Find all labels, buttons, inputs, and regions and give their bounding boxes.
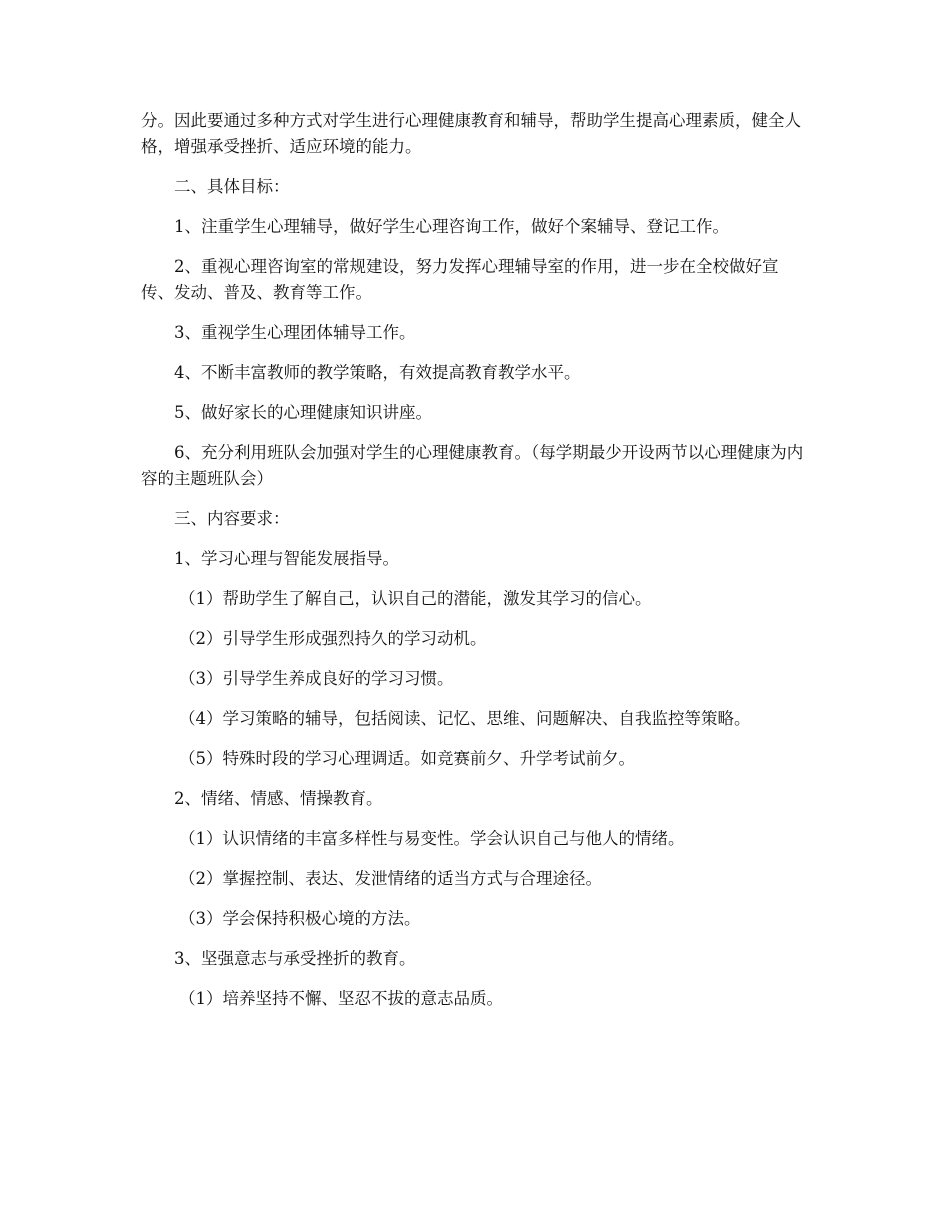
requirement-2-item-1: （1）认识情绪的丰富多样性与易变性。学会认识自己与他人的情绪。 — [179, 829, 685, 848]
requirement-1-item-3: （3）引导学生养成良好的学习习惯。 — [179, 669, 454, 688]
goal-item-3: 3、重视学生心理团体辅导工作。 — [174, 323, 416, 342]
requirement-3-item-1: （1）培养坚持不懈、坚忍不拔的意志品质。 — [179, 989, 503, 1008]
document-body — [141, 108, 811, 1026]
heading-specific-goals: 二、具体目标： — [174, 177, 290, 196]
goal-item-1: 1、注重学生心理辅导，做好学生心理咨询工作，做好个案辅导、登记工作。 — [174, 217, 729, 236]
requirement-1-item-2: （2）引导学生形成强烈持久的学习动机。 — [179, 629, 487, 648]
paragraph-continuation: 分。因此要通过多种方式对学生进行心理健康教育和辅导，帮助学生提高心理素质，健全人格，增强承受挫折、适应环境的能力。 — [141, 111, 801, 156]
goal-item-5: 5、做好家长的心理健康知识讲座。 — [174, 403, 432, 422]
requirement-section-2: 2、情绪、情感、情操教育。 — [174, 789, 383, 808]
requirement-section-1: 1、学习心理与智能发展指导。 — [174, 549, 399, 568]
goal-item-6: 6、充分利用班队会加强对学生的心理健康教育。（每学期最少开设两节以心理健康为内容的主题班队会） — [141, 443, 804, 488]
goal-item-2: 2、重视心理咨询室的常规建设，努力发挥心理辅导室的作用，进一步在全校做好宣传、发动、普及、教育等工作。 — [141, 257, 779, 302]
requirement-2-item-2: （2）掌握控制、表达、发泄情绪的适当方式与合理途径。 — [179, 869, 602, 888]
requirement-section-3: 3、坚强意志与承受挫折的教育。 — [174, 949, 416, 968]
requirement-2-item-3: （3）学会保持积极心境的方法。 — [179, 909, 421, 928]
goal-item-4: 4、不断丰富教师的教学策略，有效提高教育教学水平。 — [174, 363, 581, 382]
requirement-1-item-5: （5）特殊时段的学习心理调适。如竞赛前夕、升学考试前夕。 — [179, 749, 635, 768]
requirement-1-item-1: （1）帮助学生了解自己，认识自己的潜能，激发其学习的信心。 — [179, 589, 652, 608]
heading-content-requirements: 三、内容要求： — [174, 509, 290, 528]
requirement-1-item-4: （4）学习策略的辅导，包括阅读、记忆、思维、问题解决、自我监控等策略。 — [179, 709, 751, 728]
